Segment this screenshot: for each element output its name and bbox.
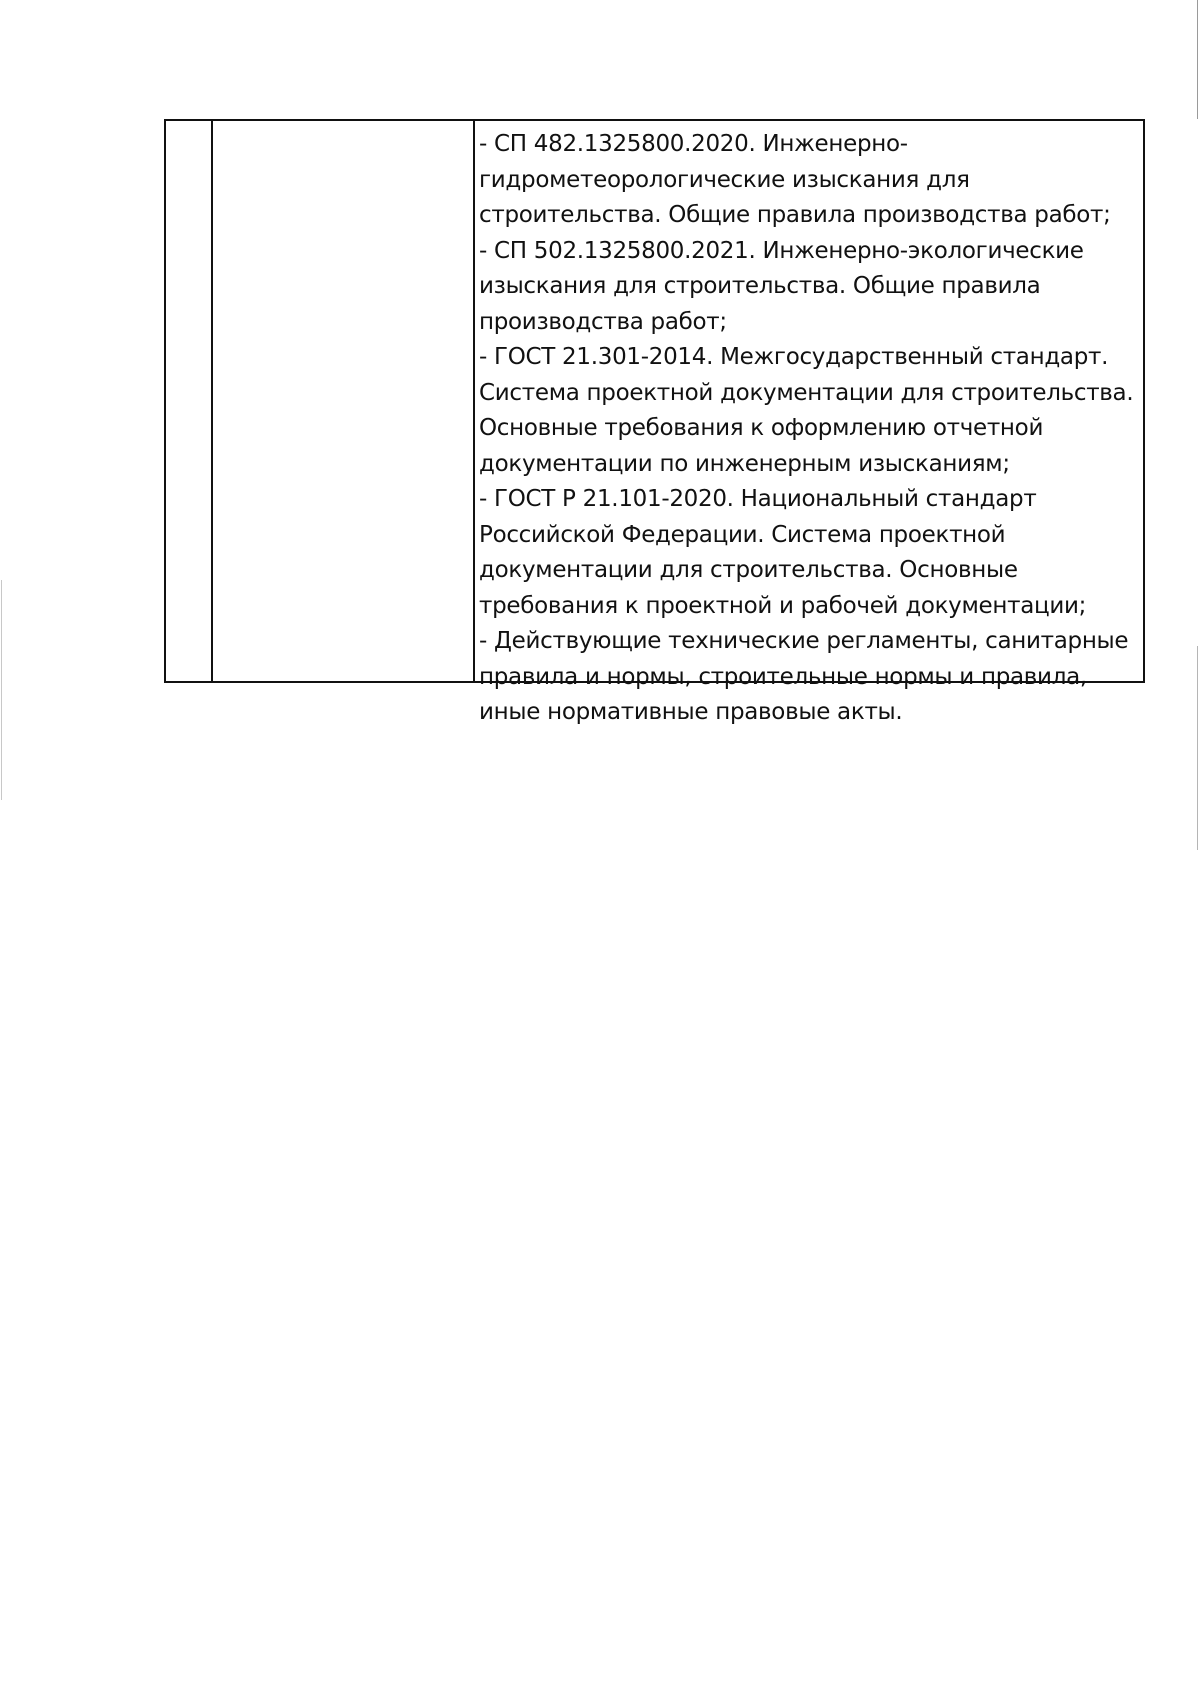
text-line: Система проектной документации для строительства.	[479, 379, 1134, 406]
text-line: - ГОСТ 21.301-2014. Межгосударственный стандарт.	[479, 344, 1109, 370]
text-line: документации по инженерным изысканиям;	[479, 450, 1010, 477]
table-cell-requirements	[474, 120, 1144, 725]
text-line: строительства. Общие правила производства работ;	[479, 202, 1111, 228]
text-line: - ГОСТ Р 21.101-2020. Национальный стандарт	[479, 486, 1037, 512]
text-line: - Действующие технические регламенты, санитарные	[479, 628, 1129, 654]
text-line: изыскания для строительства. Общие правила	[479, 273, 1041, 299]
text-line: Российской Федерации. Система проектной	[479, 521, 1006, 548]
scan-edge-left	[1, 580, 2, 800]
text-line: требования к проектной и рабочей документации;	[479, 592, 1087, 619]
text-line: производства работ;	[479, 308, 727, 335]
text-line: гидрометеорологические изыскания для	[479, 166, 970, 193]
text-line: Основные требования к оформлению отчетной	[479, 415, 1044, 441]
requirements-text	[475, 121, 1143, 725]
table-cell-name	[212, 120, 474, 682]
table-row	[165, 120, 1144, 682]
text-line: правила и нормы, строительные нормы и правила,	[479, 663, 1087, 690]
table-cell-number	[165, 120, 212, 682]
text-line: документации для строительства. Основные	[479, 557, 1018, 583]
text-line: - СП 482.1325800.2020. Инженерно-	[479, 131, 908, 157]
requirements-table	[164, 119, 1145, 725]
text-line: - СП 502.1325800.2021. Инженерно-экологические	[479, 237, 1084, 264]
scan-edge-right	[1197, 0, 1198, 1700]
text-line: иные нормативные правовые акты.	[479, 699, 903, 725]
